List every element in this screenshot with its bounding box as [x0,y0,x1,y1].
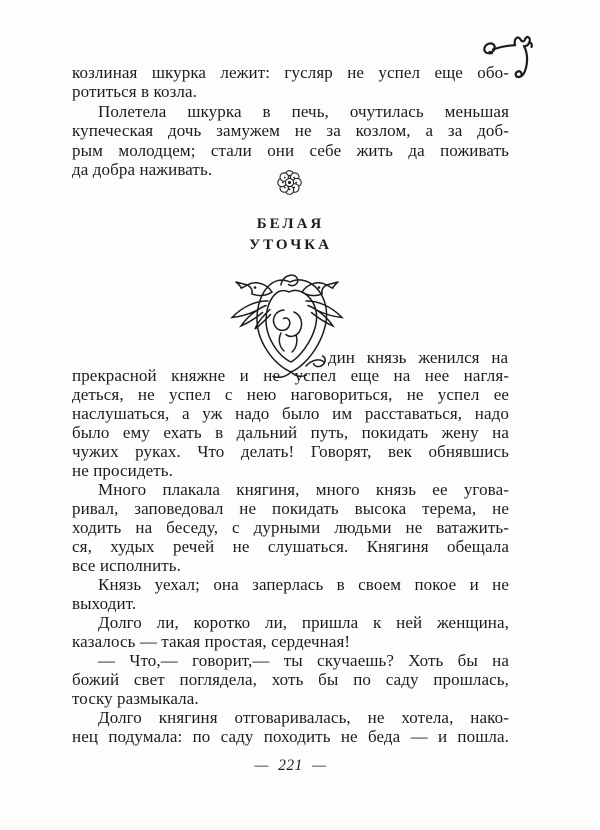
text-line: козлиная шкурка лежит: гусляр не успел еще обо- [72,63,509,82]
text-line: Князь уехал; она заперлась в своем покое и не [98,575,509,594]
text-line: наслушаться, а уж надо было им расставаться, надо [72,404,509,423]
text-line: было ему ехать в дальний путь, покидать жену на [72,423,509,442]
text-line: ротиться в козла. [72,82,197,102]
text-line: все исполнить. [72,556,182,575]
rosette-flower-icon [277,168,302,198]
story-paragraphs [72,366,509,746]
text-line: тоску размыкала. [72,689,199,708]
text-line: нец подумала: по саду походить не беда — и пошла. [72,727,509,746]
text-line: божий свет поглядела, хоть бы по саду прошлась, [72,670,509,689]
page-number: — 221 — [254,757,327,774]
title-line: УТОЧКА [249,237,332,253]
text-line: ходить на беседу, с дурными людьми не ватажить- [72,518,509,537]
opening-line: дин князь женился на [328,348,508,367]
text-line: рым молодцем; стали они себе жить да поживать [72,140,509,160]
text-line: Много плакала княгиня, много князь ее угова- [98,480,509,499]
text-line: прекрасной княжне и не успел еще на нее нагля- [72,366,509,385]
text-line: Долго ли, коротко ли, пришла к ней женщина, [98,613,509,632]
text-line: ся, худых речей не слушаться. Княгиня обещала [72,537,509,556]
text-line: деться, не успел с нею наговориться, не успел ее [72,385,509,404]
text-line: да добра наживать. [72,159,213,179]
text-line: казалось — такая простая, сердечная! [72,632,351,651]
text-line: не просидеть. [72,461,173,480]
story-title [72,214,509,256]
text-line: Долго княгиня отговаривалась, не хотела, нако- [98,708,509,727]
text-line: выходит. [72,594,137,613]
text-line: Полетела шкурка в печь, очутилась меньшая [98,101,509,121]
text-line: ривал, заповедовал не покидать высока терема, не [72,499,509,518]
text-line: чужих руках. Что делать! Говорят, век обнявшись [72,442,509,461]
text-line: купеческая дочь замужем не за козлом, а за доб- [72,121,509,141]
text-line: — Что,— говорит,— ты скучаешь? Хоть бы на [98,651,509,670]
title-line: БЕЛАЯ [256,216,325,232]
intro-paragraph [72,63,509,179]
